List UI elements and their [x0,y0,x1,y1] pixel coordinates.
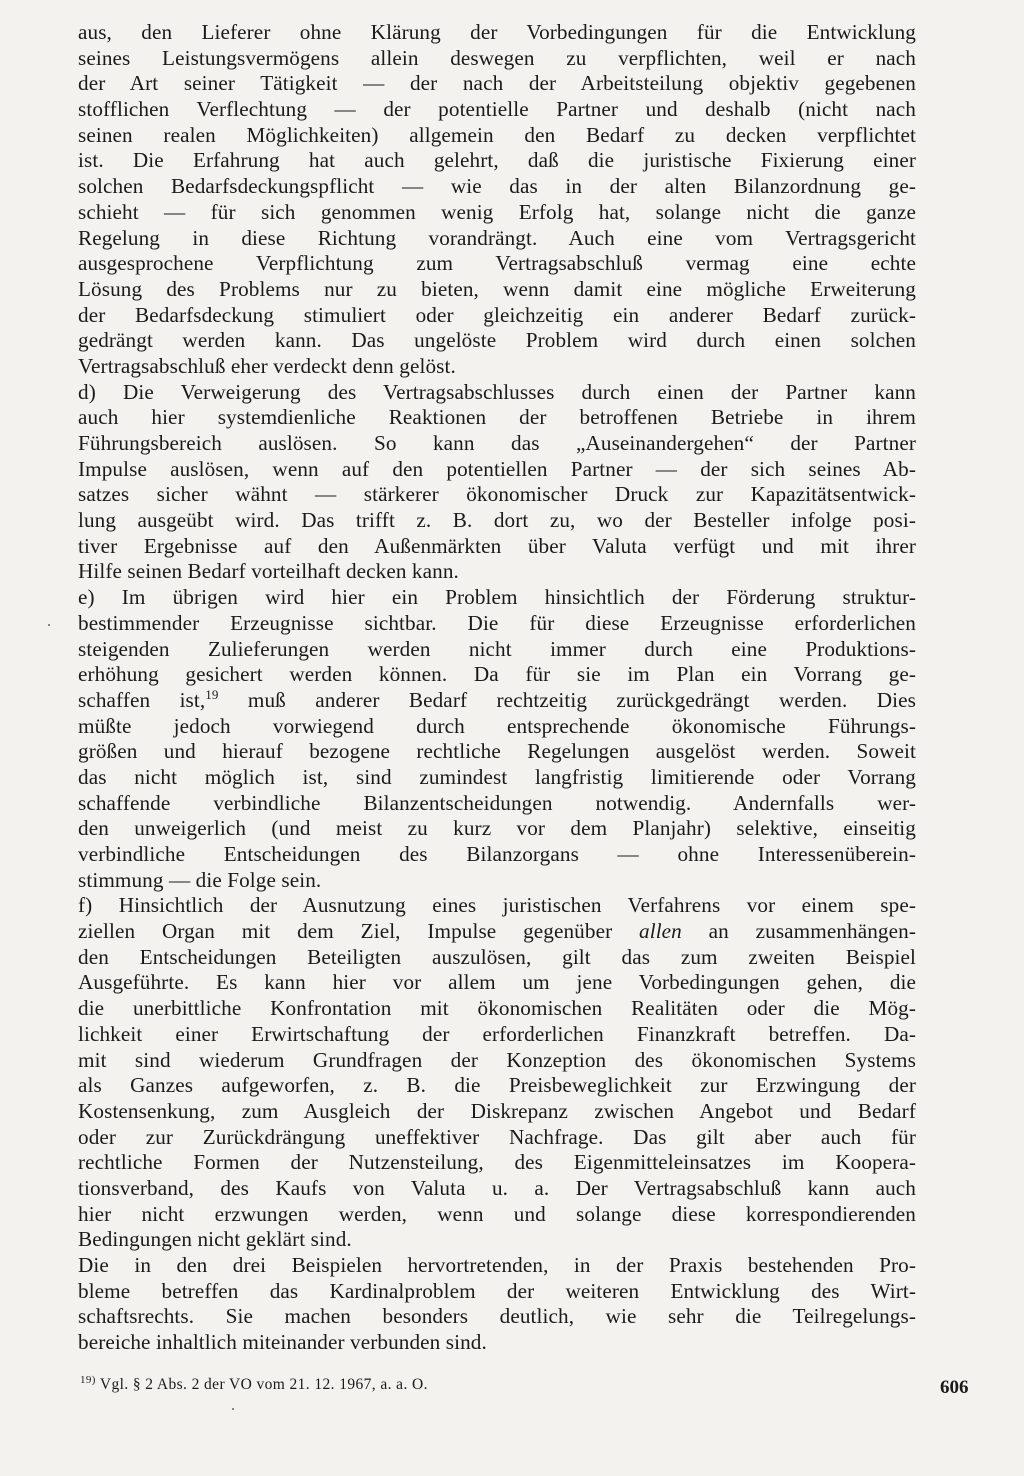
page-body [78,20,916,1356]
text-line: oder zur Zurückdrängung uneffektiver Nachfrage. Das gilt aber auch für [78,1124,916,1149]
footnote-number: 19) [80,1374,96,1386]
text-line: d) Die Verweigerung des Vertragsabschlusses durch einen der Partner kann [78,379,916,404]
text-line: den unweigerlich (und meist zu kurz vor dem Planjahr) selektive, einseitig [78,816,916,841]
text-line: bestimmender Erzeugnisse sichtbar. Die für diese Erzeugnisse erforderlichen [78,610,916,635]
text-line: größen und hierauf bezogene rechtliche Regelungen ausgelöst werden. Soweit [78,739,916,764]
text-line [78,688,916,714]
text-line: schaftsrechts. Sie machen besonders deutlich, wie sehr die Teilregelungs- [78,1304,916,1329]
text-line: hier nicht erzwungen werden, wenn und solange diese korrespondierenden [78,1201,916,1226]
text-line: schaffende verbindliche Bilanzentscheidungen notwendig. Andernfalls wer- [78,790,916,815]
text-line: der Art seiner Tätigkeit — der nach der Arbeitsteilung objektiv gegebenen [78,71,916,96]
text-line: auch hier systemdienliche Reaktionen der betroffenen Betriebe in ihrem [78,405,916,430]
text-line: erhöhung gesichert werden können. Da für sie im Plan ein Vorrang ge- [78,662,916,687]
text-line: Kostensenkung, zum Ausgleich der Diskrepanz zwischen Angebot und Bedarf [78,1098,916,1123]
text-line: Bedingungen nicht geklärt sind. [78,1227,352,1252]
text-line: Vertragsabschluß eher verdeckt denn gelöst. [78,353,456,378]
emphasis-text: allen [639,919,682,944]
text-line: aus, den Lieferer ohne Klärung der Vorbedingungen für die Entwicklung [78,20,916,44]
text-line: stimmung — die Folge sein. [78,867,322,892]
text-line: ausgesprochene Verpflichtung zum Vertragsabschluß vermag eine echte [78,251,916,276]
text-line: solchen Bedarfsdeckungspflicht — wie das in der alten Bilanzordnung ge- [78,174,916,199]
text-line: Führungsbereich auslösen. So kann das „Auseinandergehen“ der Partner [78,431,916,455]
text-line: ist. Die Erfahrung hat auch gelehrt, daß die juristische Fixierung einer [78,148,916,173]
text-line: das nicht möglich ist, sind zumindest langfristig limitierende oder Vorrang [78,764,916,789]
text-line: stofflichen Verflechtung — der potentielle Partner und deshalb (nicht nach [78,97,916,122]
text-line: lichkeit einer Erwirtschaftung der erforderlichen Finanzkraft betreffen. Da- [78,1021,916,1046]
text-line: Lösung des Problems nur zu bieten, wenn damit eine mögliche Erweiterung [78,276,916,301]
text-line: der Bedarfsdeckung stimuliert oder gleichzeitig ein anderer Bedarf zurück- [78,302,916,327]
text-line: rechtliche Formen der Nutzensteilung, des Eigenmitteleinsatzes im Koopera- [78,1150,916,1175]
text-line: seines Leistungsvermögens allein deswegen zu verpflichten, weil er nach [78,45,916,70]
text-segment: ziellen Organ mit dem Ziel, Impulse gegenüber [78,919,613,944]
text-line: Regelung in diese Richtung vorandrängt. Auch eine vom Vertragsgericht [78,225,916,250]
text-line: verbindliche Entscheidungen des Bilanzorgans — ohne Interessenüberein- [78,842,916,866]
footnote-reference: 19 [205,686,219,702]
text-line: Die in den drei Beispielen hervortretenden, in der Praxis bestehenden Pro- [78,1253,916,1277]
text-line: Impulse auslösen, wenn auf den potentiellen Partner — der sich seines Ab- [78,456,916,481]
text-line: tionsverband, des Kaufs von Valuta u. a. Der Vertragsabschluß kann auch [78,1175,916,1200]
footnote [80,1374,428,1394]
text-line: steigenden Zulieferungen werden nicht immer durch eine Produktions- [78,636,916,661]
text-line: bleme betreffen das Kardinalproblem der weiteren Entwicklung des Wirt- [78,1278,916,1303]
scan-speck [48,624,50,626]
text-line: Hilfe seinen Bedarf vorteilhaft decken kann. [78,559,459,584]
page-number: 606 [940,1377,969,1398]
text-line: e) Im übrigen wird hier ein Problem hinsichtlich der Förderung struktur- [78,585,916,610]
text-segment: an zusammenhängen- [681,919,916,944]
text-line: tiver Ergebnisse auf den Außenmärkten über Valuta verfügt und mit ihrer [78,533,916,558]
scan-speck [232,1408,234,1410]
text-line: als Ganzes aufgeworfen, z. B. die Preisbeweglichkeit zur Erzwingung der [78,1073,916,1098]
text-line: Ausgeführte. Es kann hier vor allem um jene Vorbedingungen gehen, die [78,970,916,995]
text-line: lung ausgeübt wird. Das trifft z. B. dort zu, wo der Besteller infolge posi- [78,508,916,533]
footnote-text: Vgl. § 2 Abs. 2 der VO vom 21. 12. 1967, a. a. O. [99,1376,428,1394]
text-line: mit sind wiederum Grundfragen der Konzeption des ökonomischen Systems [78,1047,916,1072]
text-line [78,919,916,945]
text-line: seinen realen Möglichkeiten) allgemein den Bedarf zu decken verpflichtet [78,122,916,147]
text-line: den Entscheidungen Beteiligten auszulösen, gilt das zum zweiten Beispiel [78,944,916,969]
text-line: schieht — für sich genommen wenig Erfolg hat, solange nicht die ganze [78,199,916,224]
text-line: gedrängt werden kann. Das ungelöste Problem wird durch einen solchen [78,328,916,353]
text-line: bereiche inhaltlich miteinander verbunden sind. [78,1330,487,1355]
text-line: satzes sicher wähnt — stärkerer ökonomischer Druck zur Kapazitätsentwick- [78,482,916,507]
text-line: die unerbittliche Konfrontation mit ökonomischen Realitäten oder die Mög- [78,996,916,1021]
text-segment: muß anderer Bedarf rechtzeitig zurückgedrängt werden. Dies [218,687,916,712]
text-segment: schaffen ist, [78,687,206,712]
text-line: müßte jedoch vorwiegend durch entsprechende ökonomische Führungs- [78,713,916,738]
text-line: f) Hinsichtlich der Ausnutzung eines juristischen Verfahrens vor einem spe- [78,893,916,918]
